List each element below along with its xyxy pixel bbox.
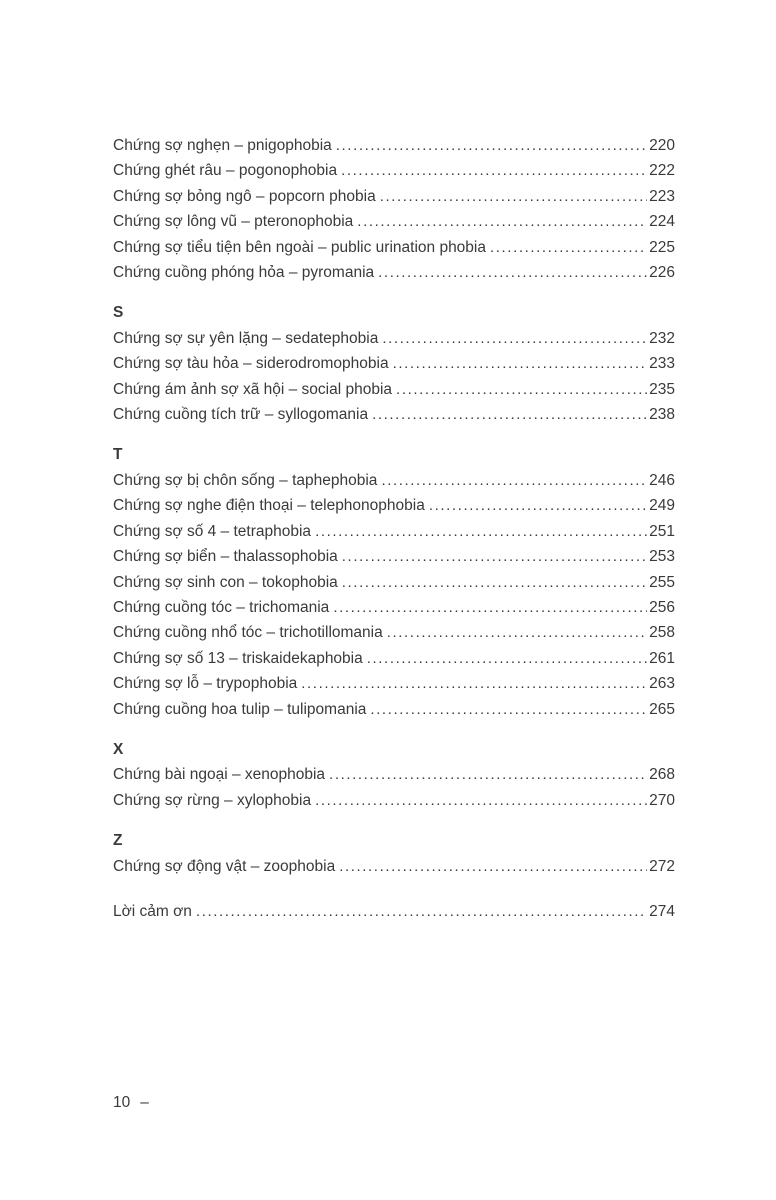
toc-entry-title: Chứng sợ biển – thalassophobia xyxy=(113,548,338,566)
toc-entry-title: Chứng cuồng phóng hỏa – pyromania xyxy=(113,264,375,282)
toc-entry xyxy=(113,260,675,285)
toc-entry-page: 233 xyxy=(649,355,675,373)
toc xyxy=(113,133,675,924)
toc-entry xyxy=(113,646,675,671)
toc-entry xyxy=(113,326,675,351)
toc-entry xyxy=(113,788,675,813)
toc-entry-title: Chứng sợ động vật – zoophobia xyxy=(113,857,336,875)
toc-entry xyxy=(113,595,675,620)
dot-leader xyxy=(429,493,647,518)
toc-entry-title: Lời cảm ơn xyxy=(113,902,192,920)
dot-leader xyxy=(329,762,647,787)
toc-entry-title: Chứng sợ rừng – xylophobia xyxy=(113,791,312,809)
toc-entry-title: Chứng ghét râu – pogonophobia xyxy=(113,162,338,180)
toc-entry xyxy=(113,671,675,696)
toc-entry-page: 249 xyxy=(649,497,675,515)
toc-entry-page: 268 xyxy=(649,766,675,784)
toc-entry-title: Chứng sợ số 13 – triskaidekaphobia xyxy=(113,649,363,667)
toc-entry-page: 246 xyxy=(649,471,675,489)
toc-entry-title: Chứng sợ nghẹn – pnigophobia xyxy=(113,137,332,154)
dot-leader xyxy=(342,544,647,569)
dot-leader xyxy=(341,158,647,183)
toc-entry-title: Chứng sợ tiểu tiện bên ngoài – public urination phobia xyxy=(113,238,486,256)
dot-leader xyxy=(367,646,647,671)
toc-entry-page: 251 xyxy=(649,522,675,540)
toc-entry-page: 272 xyxy=(649,857,675,875)
toc-entry xyxy=(113,209,675,234)
toc-entry-title: Chứng sợ lông vũ – pteronophobia xyxy=(113,213,354,231)
dot-leader xyxy=(382,326,647,351)
toc-entry-title: Chứng cuồng tích trữ – syllogomania xyxy=(113,406,369,424)
dot-leader xyxy=(315,788,647,813)
toc-entry-page: 265 xyxy=(649,700,675,718)
section-letter-t: T xyxy=(113,446,123,464)
toc-entry-title: Chứng sợ nghe điện thoại – telephonophobia xyxy=(113,497,425,515)
toc-entry xyxy=(113,468,675,493)
dot-leader xyxy=(396,377,647,402)
toc-entry xyxy=(113,697,675,722)
toc-entry-title: Chứng sợ tàu hỏa – siderodromophobia xyxy=(113,355,389,373)
toc-entry-page: 232 xyxy=(649,329,675,347)
toc-entry-title: Chứng sợ bị chôn sống – taphephobia xyxy=(113,471,378,489)
page-footer xyxy=(113,1093,149,1113)
dot-leader xyxy=(339,854,647,879)
toc-entry xyxy=(113,519,675,544)
toc-entry-page: 274 xyxy=(649,902,675,920)
dot-leader xyxy=(380,184,647,209)
toc-entry xyxy=(113,899,675,924)
toc-entry xyxy=(113,620,675,645)
dot-leader xyxy=(342,570,647,595)
toc-entry xyxy=(113,570,675,595)
toc-entry-page: 225 xyxy=(649,238,675,256)
toc-entry xyxy=(113,235,675,260)
toc-entry xyxy=(113,493,675,518)
dot-leader xyxy=(372,402,647,427)
toc-entry-page: 253 xyxy=(649,548,675,566)
dot-leader xyxy=(490,235,647,260)
dot-leader xyxy=(387,620,647,645)
dot-leader xyxy=(301,671,647,696)
section-letter-z: Z xyxy=(113,832,123,850)
toc-entry-page: 263 xyxy=(649,675,675,693)
toc-entry xyxy=(113,762,675,787)
toc-entry-page: 270 xyxy=(649,791,675,809)
section-letter-s: S xyxy=(113,304,124,322)
toc-entry xyxy=(113,544,675,569)
dot-leader xyxy=(370,697,647,722)
toc-entry-page: 238 xyxy=(649,406,675,424)
toc-entry-title: Chứng ám ảnh sợ xã hội – social phobia xyxy=(113,380,393,398)
toc-entry-page: 223 xyxy=(649,187,675,205)
toc-entry-title: Chứng sợ bỏng ngô – popcorn phobia xyxy=(113,187,376,205)
toc-entry-title: Chứng sợ sự yên lặng – sedatephobia xyxy=(113,329,379,347)
toc-entry-title: Chứng sợ số 4 – tetraphobia xyxy=(113,522,312,540)
dot-leader xyxy=(378,260,647,285)
toc-entry xyxy=(113,402,675,427)
dot-leader xyxy=(393,351,648,376)
toc-entry xyxy=(113,854,675,879)
toc-entry xyxy=(113,133,675,158)
dot-leader xyxy=(315,519,647,544)
toc-entry-title: Chứng cuồng nhổ tóc – trichotillomania xyxy=(113,624,383,642)
dot-leader xyxy=(381,468,647,493)
toc-entry-page: 220 xyxy=(649,137,675,154)
toc-entry-title: Chứng sợ sinh con – tokophobia xyxy=(113,573,338,591)
toc-entry-page: 261 xyxy=(649,649,675,667)
dot-leader xyxy=(333,595,647,620)
toc-entry-title: Chứng cuồng hoa tulip – tulipomania xyxy=(113,700,367,718)
toc-entry-title: Chứng bài ngoại – xenophobia xyxy=(113,766,326,784)
toc-entry-page: 256 xyxy=(649,598,675,616)
toc-entry xyxy=(113,158,675,183)
toc-entry-title: Chứng sợ lỗ – trypophobia xyxy=(113,675,298,693)
footer-dash: – xyxy=(140,1094,149,1111)
toc-entry-page: 226 xyxy=(649,264,675,282)
toc-entry-page: 258 xyxy=(649,624,675,642)
dot-leader xyxy=(196,899,647,924)
section-letter-x: X xyxy=(113,740,124,758)
page-number: 10 xyxy=(113,1094,131,1111)
toc-entry xyxy=(113,351,675,376)
dot-leader xyxy=(336,133,647,158)
toc-entry xyxy=(113,184,675,209)
toc-entry-page: 222 xyxy=(649,162,675,180)
toc-entry-page: 235 xyxy=(649,380,675,398)
toc-entry-page: 255 xyxy=(649,573,675,591)
toc-entry-page: 224 xyxy=(649,213,675,231)
toc-entry-title: Chứng cuồng tóc – trichomania xyxy=(113,598,330,616)
dot-leader xyxy=(357,209,647,234)
toc-entry xyxy=(113,377,675,402)
